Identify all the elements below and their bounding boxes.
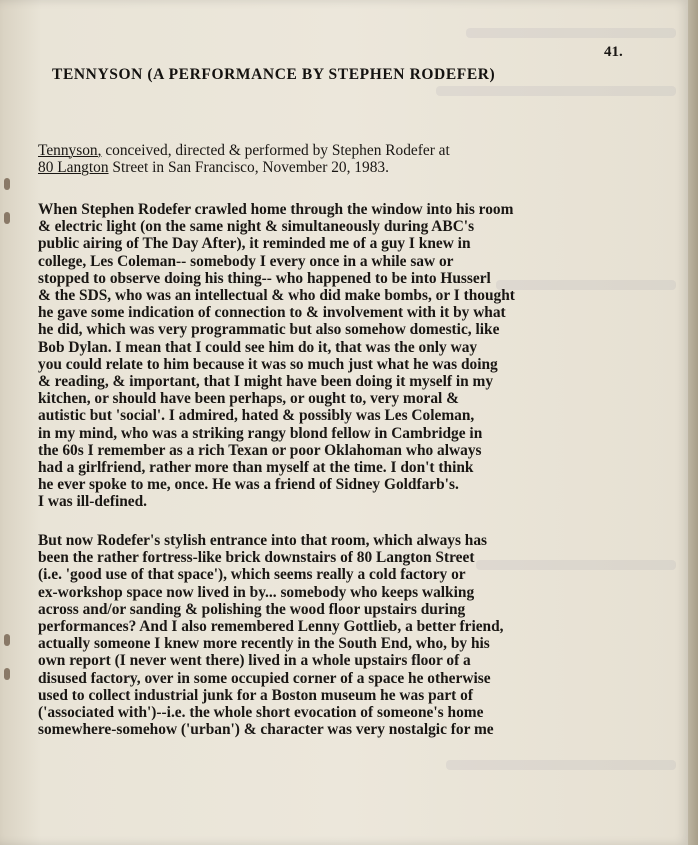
text-line: & the SDS, who was an intellectual & who did make bombs, or I thought	[38, 287, 515, 305]
text-line: he did, which was very programmatic but also somehow domestic, like	[38, 321, 500, 339]
text-line: Bob Dylan. I mean that I could see him do it, that was the only way	[38, 338, 478, 356]
page-number: 41.	[604, 44, 623, 60]
intro-line-2	[38, 159, 648, 176]
binding-hole	[4, 634, 10, 646]
text-line: public airing of The Day After), it reminded me of a guy I knew in	[38, 235, 471, 253]
intro-block	[38, 142, 648, 176]
page-edge	[688, 0, 698, 845]
bleed-through	[436, 86, 676, 96]
address-number: 80 Langton	[38, 159, 109, 177]
paragraph-2	[38, 532, 648, 738]
text-line: had a girlfriend, rather more than myself at the time. I don't think	[38, 459, 474, 477]
binding-hole	[4, 178, 10, 190]
text-line: been the rather fortress-like brick downstairs of 80 Langton Street	[38, 549, 475, 567]
text-line: college, Les Coleman-- somebody I every once in a while saw or	[38, 252, 454, 270]
text-line: disused factory, over in some occupied corner of a space he otherwise	[38, 669, 491, 687]
text-line: stopped to observe doing his thing-- who happened to be into Husserl	[38, 269, 491, 287]
bleed-through	[446, 760, 676, 770]
text-line: he gave some indication of connection to & involvement with it by what	[38, 304, 506, 322]
text-line: the 60s I remember as a rich Texan or poor Oklahoman who always	[38, 441, 482, 459]
text-line: actually someone I knew more recently in the South End, who, by his	[38, 635, 490, 653]
text-line: I was ill-defined.	[38, 493, 148, 511]
text-line: & reading, & important, that I might have been doing it myself in my	[38, 373, 494, 391]
binding-hole	[4, 668, 10, 680]
text-line: & electric light (on the same night & simultaneously during ABC's	[38, 218, 475, 236]
tennyson-title: Tennyson,	[38, 142, 102, 159]
text-line: But now Rodefer's stylish entrance into that room, which always has	[38, 532, 488, 549]
paragraph-1	[38, 201, 648, 511]
text-line: When Stephen Rodefer crawled home through the window into his room	[38, 201, 514, 218]
text-line: ('associated with')--i.e. the whole short evocation of someone's home	[38, 704, 484, 722]
binding-hole	[4, 212, 10, 224]
intro-line-1	[38, 142, 648, 159]
text-line: somewhere-somehow ('urban') & character was very nostalgic for me	[38, 721, 494, 739]
text-line: he ever spoke to me, once. He was a friend of Sidney Goldfarb's.	[38, 476, 459, 494]
text-line: in my mind, who was a striking rangy blond fellow in Cambridge in	[38, 424, 483, 442]
text-line: autistic but 'social'. I admired, hated & possibly was Les Coleman,	[38, 407, 475, 425]
text-line: used to collect industrial junk for a Boston museum he was part of	[38, 686, 473, 704]
text-line: performances? And I also remembered Lenny Gottlieb, a better friend,	[38, 618, 504, 636]
text-line: across and/or sanding & polishing the wood floor upstairs during	[38, 600, 466, 618]
text-line: kitchen, or should have been perhaps, or ought to, very moral &	[38, 390, 459, 408]
text-line: own report (I never went there) lived in a whole upstairs floor of a	[38, 652, 471, 670]
intro-line-1-rest: conceived, directed & performed by Stephen Rodefer at	[101, 142, 450, 159]
intro-line-2-rest: Street in San Francisco, November 20, 1983.	[108, 159, 389, 177]
text-line: (i.e. 'good use of that space'), which seems really a cold factory or	[38, 566, 466, 584]
text-line: ex-workshop space now lived in by... somebody who keeps walking	[38, 583, 475, 601]
bleed-through	[466, 28, 676, 38]
text-line: you could relate to him because it was so much just what he was doing	[38, 355, 498, 373]
page-title: TENNYSON (A PERFORMANCE BY STEPHEN RODEFER)	[52, 66, 496, 83]
